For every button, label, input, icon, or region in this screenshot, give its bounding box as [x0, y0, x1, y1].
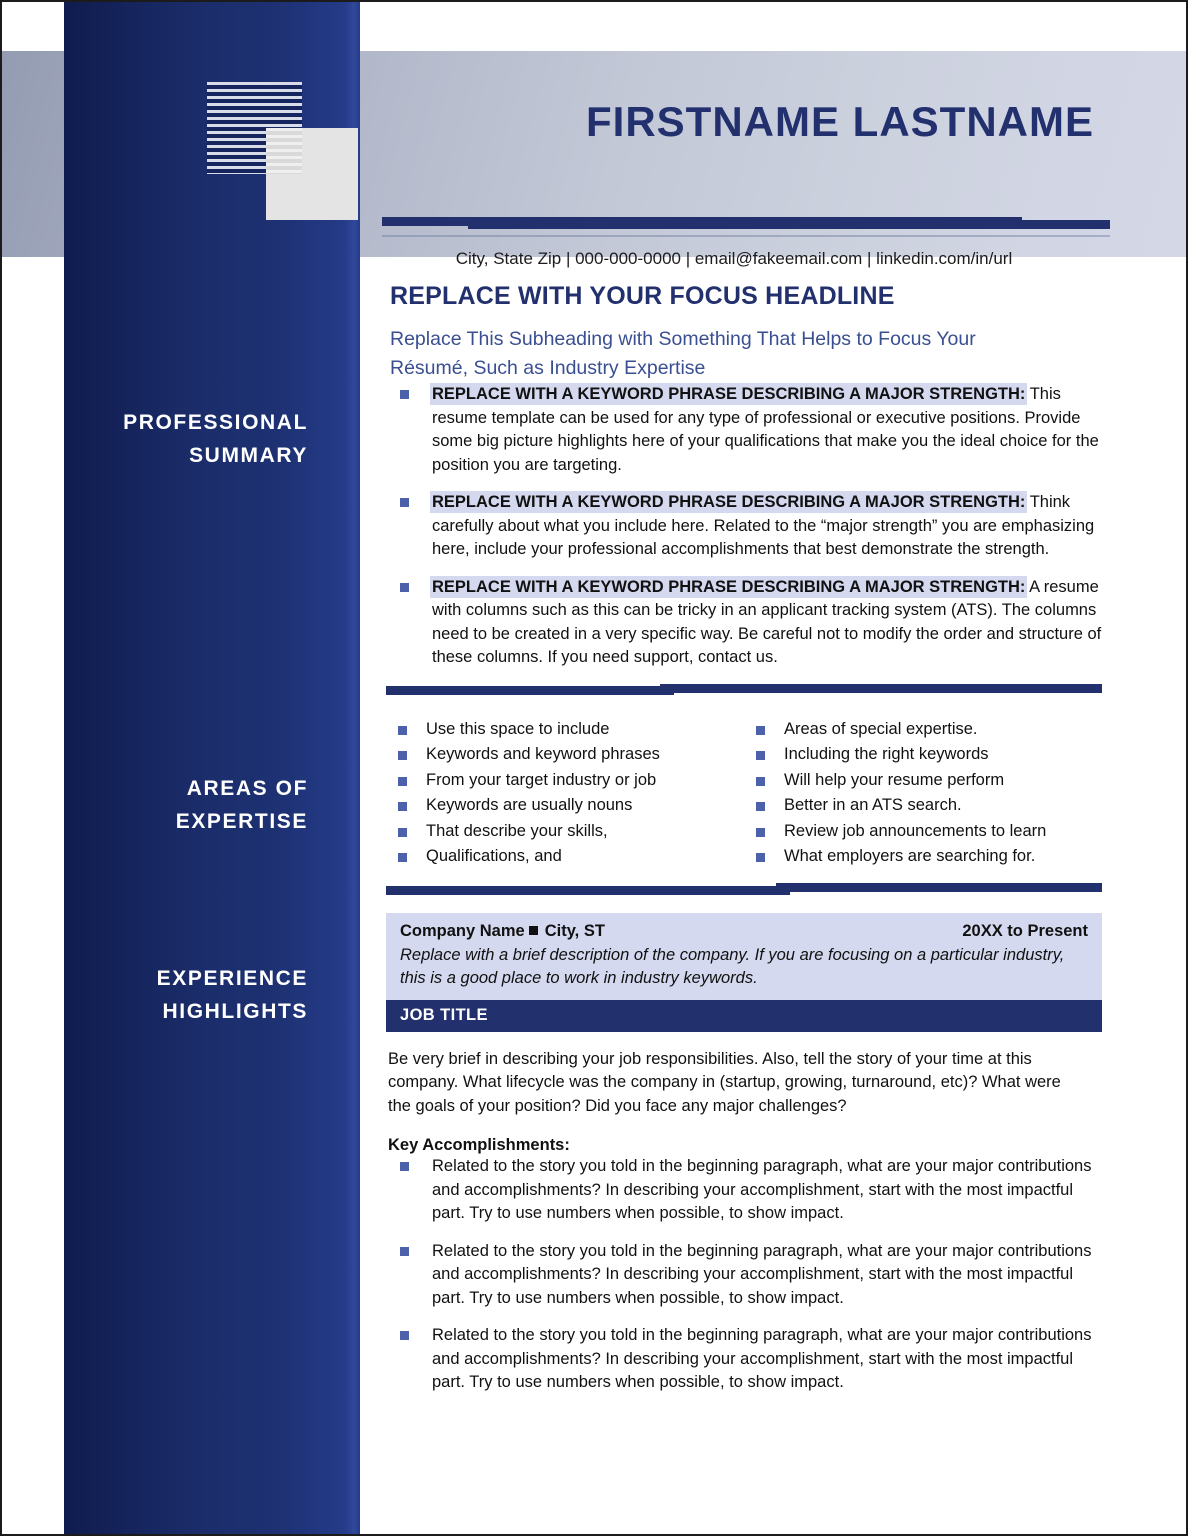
key-accomplishments-label: Key Accomplishments: — [388, 1136, 570, 1154]
sidebar — [64, 2, 360, 1534]
summary-keyword: REPLACE WITH A KEYWORD PHRASE DESCRIBING A MAJOR STRENGTH: — [432, 385, 1026, 403]
job-title-bar: JOB TITLE — [386, 1000, 1102, 1032]
expertise-list-right — [732, 718, 1090, 869]
company-name: Company Name — [400, 921, 525, 940]
list-item: Use this space to include — [374, 718, 732, 742]
section-divider-experience — [386, 883, 1102, 897]
key-accomplishments-list — [374, 1155, 1114, 1395]
summary-keyword: REPLACE WITH A KEYWORD PHRASE DESCRIBING A MAJOR STRENGTH: — [432, 493, 1026, 511]
list-item: Review job announcements to learn — [732, 820, 1090, 844]
header-divider-thin-line — [382, 235, 1110, 237]
expertise-column-right — [732, 718, 1090, 871]
list-item: From your target industry or job — [374, 769, 732, 793]
company-header-row — [400, 922, 1088, 941]
list-item: What employers are searching for. — [732, 845, 1090, 869]
job-description-paragraph: Be very brief in describing your job responsibilities. Also, tell the story of your time at this company. What lifecycle was the company in (startup, growing, turnaround, etc)? What were the goals of your position? Did you face any major challenges? — [388, 1049, 1061, 1115]
company-description: Replace with a brief description of the company. If you are focusing on a particular industry, this is a good place to work in industry keywords. — [400, 945, 1065, 987]
list-item: Keywords are usually nouns — [374, 794, 732, 818]
main-content — [374, 268, 1114, 1409]
square-separator-icon — [529, 926, 538, 935]
sidebar-section-areas-of-expertise: AREAS OF EXPERTISE — [175, 777, 308, 833]
header-divider-bar-right — [468, 220, 1110, 229]
company-location: City, ST — [544, 921, 605, 940]
list-item: Better in an ATS search. — [732, 794, 1090, 818]
header-content — [374, 51, 1186, 268]
sidebar-section-professional-summary: PROFESSIONAL SUMMARY — [123, 411, 308, 467]
summary-text: Think carefully about what you include here. Related to the “major strength” you are emphasizing here, include your professional accomplishments that best demonstrate the strength. — [432, 493, 1095, 558]
expertise-list-left — [374, 718, 732, 869]
list-item: Including the right keywords — [732, 743, 1090, 767]
summary-bullet — [374, 383, 1114, 477]
divider-bar-left — [386, 686, 674, 695]
list-item: Will help your resume perform — [732, 769, 1090, 793]
section-divider-expertise — [386, 684, 1102, 698]
list-item: That describe your skills, — [374, 820, 732, 844]
summary-text: This resume template can be used for any type of professional or executive positions. Provide some big picture highlights here of your qualifications that make you the ideal choice for the position you are targeting. — [432, 385, 1099, 474]
summary-keyword: REPLACE WITH A KEYWORD PHRASE DESCRIBING A MAJOR STRENGTH: — [432, 577, 1026, 596]
header-divider — [382, 217, 1110, 237]
focus-headline: REPLACE WITH YOUR FOCUS HEADLINE — [390, 282, 895, 310]
professional-summary-list — [374, 383, 1114, 670]
areas-of-expertise — [374, 718, 1114, 871]
company-identity — [400, 922, 605, 941]
sidebar-section-experience-highlights: EXPERIENCE HIGHLIGHTS — [156, 967, 308, 1023]
focus-subheading: Replace This Subheading with Something That Helps to Focus Your Résumé, Such as Industry Expertise — [390, 328, 976, 379]
list-item: Qualifications, and — [374, 845, 732, 869]
logo-mark — [207, 82, 359, 222]
list-item: Areas of special expertise. — [732, 718, 1090, 742]
summary-text: A resume with columns such as this can be tricky in an applicant tracking system (ATS). The columns need to be created in a very specific way. Be careful not to modify the order and structure of these columns. If you need support, contact us. — [432, 577, 1102, 666]
divider-bar-left — [386, 886, 790, 895]
employment-dates: 20XX to Present — [962, 921, 1088, 940]
sidebar-edge-highlight — [346, 2, 360, 1534]
list-item: Related to the story you told in the beginning paragraph, what are your major contributions and accomplishments? In describing your accomplishment, start with the most impactful part. Try to use numbers when possible, to show impact. — [374, 1324, 1092, 1395]
company-block — [386, 913, 1102, 1000]
list-item: Related to the story you told in the beginning paragraph, what are your major contributions and accomplishments? In describing your accomplishment, start with the most impactful part. Try to use numbers when possible, to show impact. — [374, 1155, 1092, 1226]
divider-bar-right — [776, 883, 1102, 892]
contact-line: City, State Zip | 000-000-0000 | email@fakeemail.com | linkedin.com/in/url — [455, 249, 1013, 268]
divider-bar-right — [660, 684, 1102, 693]
candidate-name: FIRSTNAME LASTNAME — [586, 98, 1094, 145]
summary-bullet — [374, 576, 1114, 670]
expertise-column-left — [374, 718, 732, 871]
overlap-stripes-icon — [266, 128, 302, 174]
list-item: Keywords and keyword phrases — [374, 743, 732, 767]
list-item: Related to the story you told in the beginning paragraph, what are your major contributions and accomplishments? In describing your accomplishment, start with the most impactful part. Try to use numbers when possible, to show impact. — [374, 1240, 1092, 1311]
summary-bullet — [374, 491, 1114, 562]
